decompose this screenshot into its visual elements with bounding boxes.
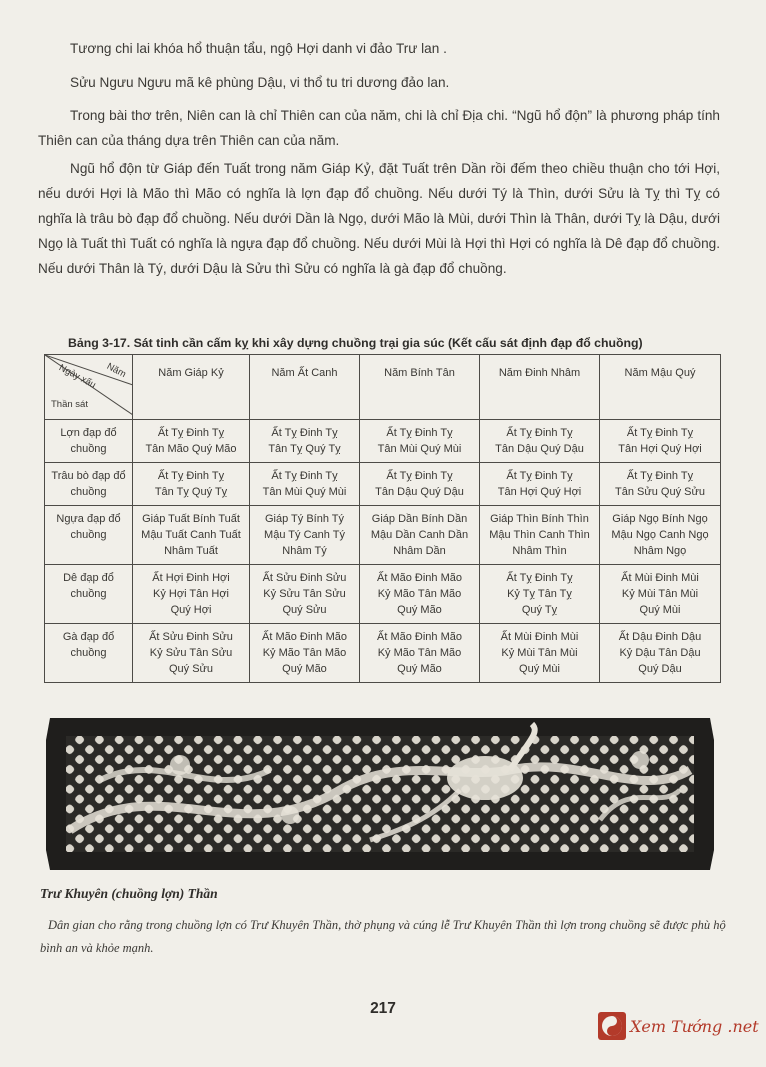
- corner-label-spirit: Thần sát: [51, 399, 88, 410]
- row-label: Lợn đạp đổ chuồng: [45, 420, 133, 463]
- cell-line: Ất Mùi Đinh Mùi: [621, 572, 699, 584]
- cell-line: Tân Mão Quý Mão: [145, 443, 237, 455]
- table-cell: [360, 463, 480, 506]
- cell-line: Kỷ Sửu Tân Sửu: [149, 647, 233, 659]
- cell-line: Tân Sửu Quý Sửu: [615, 486, 705, 498]
- cell-line: Mậu Tý Canh Tý: [264, 529, 345, 541]
- table-cell: [480, 420, 600, 463]
- cell-line: Ất Dậu Đinh Dậu: [618, 631, 702, 643]
- paragraph: Sửu Ngưu Ngưu mã kê phùng Dậu, vi thổ tu tri dương đảo lan.: [70, 75, 450, 90]
- cell-line: Tân Mùi Quý Mùi: [262, 486, 347, 498]
- row-label: Gà đạp đổ chuồng: [45, 624, 133, 683]
- table-cell: [133, 506, 250, 565]
- cell-line: Mậu Thìn Canh Thìn: [489, 529, 590, 541]
- table-cell: [360, 506, 480, 565]
- corner-label-year: Năm: [104, 360, 128, 381]
- cell-line: Tân Hợi Quý Hợi: [618, 443, 702, 455]
- cell-line: Ất Tỵ Đinh Tỵ: [626, 427, 694, 439]
- cell-line: Quý Tỵ: [521, 604, 558, 616]
- table-caption: Bảng 3-17. Sát tinh cần cấm kỵ khi xây dựng chuồng trại gia súc (Kết cấu sát định đạp đổ chuồng): [68, 336, 643, 350]
- column-header: Năm Bính Tân: [360, 355, 480, 420]
- table-cell: [480, 506, 600, 565]
- table-cell: [133, 624, 250, 683]
- cell-line: Tân Dậu Quý Dậu: [375, 486, 464, 498]
- cell-line: Giáp Dần Bính Dần: [371, 513, 468, 525]
- carved-panel-image: [40, 710, 720, 878]
- table-row: [45, 506, 721, 565]
- table-cell: [480, 624, 600, 683]
- column-header: Năm Mậu Quý: [600, 355, 721, 420]
- table-cell: [480, 565, 600, 624]
- table-cell: [133, 565, 250, 624]
- cell-line: Kỷ Dậu Tân Dậu: [619, 647, 701, 659]
- cell-line: Ất Tỵ Đinh Tỵ: [626, 470, 694, 482]
- figure-caption: Trư Khuyên (chuồng lợn) Thần: [40, 886, 218, 901]
- cell-line: Giáp Tý Bính Tý: [264, 513, 345, 525]
- cell-line: Quý Mão: [397, 663, 442, 675]
- table-cell: [250, 565, 360, 624]
- cell-line: Kỷ Mão Tân Mão: [377, 647, 462, 659]
- column-header: Năm Giáp Kỷ: [133, 355, 250, 420]
- cell-line: Tân Dậu Quý Dậu: [495, 443, 584, 455]
- cell-line: Quý Hợi: [170, 604, 212, 616]
- yin-yang-icon: [598, 1012, 626, 1040]
- table-cell: [133, 420, 250, 463]
- cell-line: Kỷ Hợi Tân Hợi: [153, 588, 229, 600]
- table-cell: [360, 565, 480, 624]
- cell-line: Giáp Tuất Bính Tuất: [142, 513, 240, 525]
- corner-label-bad-day: Ngày xấu: [57, 362, 98, 391]
- cell-line: Quý Mùi: [519, 663, 560, 675]
- cell-line: Kỷ Mùi Tân Mùi: [501, 647, 578, 659]
- cell-line: Tân Hợi Quý Hợi: [497, 486, 582, 498]
- cell-line: Quý Mùi: [639, 604, 681, 616]
- cell-line: Giáp Thìn Bính Thìn: [490, 513, 589, 525]
- cell-line: Kỷ Mão Tân Mão: [262, 647, 347, 659]
- cell-line: Ất Tỵ Đinh Tỵ: [271, 427, 338, 439]
- cell-line: Tân Tỵ Quý Tỵ: [154, 486, 228, 498]
- cell-line: Kỷ Mùi Tân Mùi: [621, 588, 699, 600]
- table-cell: [360, 624, 480, 683]
- cell-line: Quý Mão: [397, 604, 442, 616]
- table-cell: [250, 420, 360, 463]
- row-label: Dê đạp đổ chuồng: [45, 565, 133, 624]
- cell-line: Ất Tỵ Đinh Tỵ: [386, 427, 453, 439]
- cell-line: Ất Sửu Đinh Sửu: [149, 631, 233, 643]
- cell-line: Quý Dậu: [638, 663, 682, 675]
- cell-line: Mậu Dần Canh Dần: [370, 529, 469, 541]
- paragraph: Trong bài thơ trên, Niên can là chỉ Thiên can của năm, chi là chỉ Địa chi. “Ngũ hổ độn” là phương pháp tính Thiên can của tháng dựa trên Thiên can của năm.: [38, 108, 720, 148]
- paragraph: Tương chi lai khóa hổ thuận tẩu, ngộ Hợi danh vi đảo Trư lan .: [70, 41, 447, 56]
- table-row: [45, 624, 721, 683]
- table-cell: [600, 624, 721, 683]
- table-header-row: [45, 355, 721, 420]
- table-cell: [600, 506, 721, 565]
- column-header: Năm Đinh Nhâm: [480, 355, 600, 420]
- cell-line: Ất Tỵ Đinh Tỵ: [157, 427, 225, 439]
- cell-line: Ất Sửu Đinh Sửu: [262, 572, 347, 584]
- paragraph: Ngũ hổ độn từ Giáp đến Tuất trong năm Giáp Kỷ, đặt Tuất trên Dần rồi đếm theo chiều thuận cho tới Hợi, nếu dưới Hợi là Mão thì Mão có nghĩa là lợn đạp đổ chuồng. Nếu dưới Tý là Thìn, dưới Sửu là Tỵ thì Tỵ có nghĩa là trâu bò đạp đổ chuồng. Nếu dưới Dần là Ngọ, dưới Mão là Mùi, dưới Thìn là Thân, dưới Tỵ là Dậu, dưới Ngọ là Tuất thì Tuất có nghĩa là ngựa đạp đổ chuồng. Nếu dưới Mùi là Hợi thì Hợi có nghĩa là Dê đạp đổ chuồng. Nếu dưới Thân là Tý, dưới Dậu là Sửu thì Sửu có nghĩa là gà đạp đổ chuồng.: [38, 161, 721, 276]
- table-cell: [250, 463, 360, 506]
- table-cell: [360, 420, 480, 463]
- table-row: [45, 463, 721, 506]
- cell-line: Ất Tỵ Đinh Tỵ: [506, 427, 573, 439]
- table-cell: [250, 624, 360, 683]
- cell-line: Nhâm Tý: [282, 545, 327, 557]
- watermark[interactable]: [598, 1012, 759, 1040]
- cell-line: Ất Tỵ Đinh Tỵ: [506, 572, 573, 584]
- cell-line: Ất Mão Đinh Mão: [377, 631, 462, 643]
- cell-line: Nhâm Ngọ: [633, 545, 687, 557]
- cell-line: Quý Mão: [282, 663, 327, 675]
- cell-line: Ất Tỵ Đinh Tỵ: [506, 470, 573, 482]
- table-row: [45, 565, 721, 624]
- table-cell: [480, 463, 600, 506]
- table-cell: [600, 420, 721, 463]
- cell-line: Ất Mão Đinh Mão: [262, 631, 347, 643]
- row-label: Trâu bò đạp đổ chuồng: [45, 463, 133, 506]
- cell-line: Nhâm Thìn: [512, 545, 567, 557]
- cell-line: Nhâm Dần: [393, 545, 446, 557]
- cell-line: Ất Tỵ Đinh Tỵ: [271, 470, 338, 482]
- cell-line: Nhâm Tuất: [164, 545, 218, 557]
- cell-line: Ất Hợi Đinh Hợi: [152, 572, 230, 584]
- cell-line: Quý Sửu: [282, 604, 327, 616]
- table-cell: [600, 565, 721, 624]
- cell-line: Tân Tỵ Quý Tỵ: [268, 443, 341, 455]
- cell-line: Kỷ Sửu Tân Sửu: [263, 588, 346, 600]
- page-number: 217: [370, 1000, 396, 1017]
- figure-description: Dân gian cho rằng trong chuồng lợn có Trư Khuyên Thần, thờ phụng và cúng lễ Trư Khuyên Thần thì lợn trong chuồng sẽ được phù hộ bình an và khỏe mạnh.: [40, 918, 726, 955]
- table-cell: [133, 463, 250, 506]
- row-label: Ngựa đạp đổ chuồng: [45, 506, 133, 565]
- table-cell: [250, 506, 360, 565]
- cell-line: Ất Mùi Đinh Mùi: [500, 631, 579, 643]
- watermark-text: Xem Tướng .net: [630, 1016, 759, 1036]
- cell-line: Mậu Ngọ Canh Ngọ: [611, 529, 709, 541]
- cell-line: Kỷ Mão Tân Mão: [377, 588, 462, 600]
- cell-line: Kỷ Tỵ Tân Tỵ: [507, 588, 572, 600]
- column-header: Năm Ất Canh: [250, 355, 360, 420]
- cell-line: Ất Tỵ Đinh Tỵ: [386, 470, 453, 482]
- table-cell: [600, 463, 721, 506]
- cell-line: Ất Mão Đinh Mão: [377, 572, 462, 584]
- cell-line: Quý Sửu: [168, 663, 214, 675]
- cell-line: Mậu Tuất Canh Tuất: [141, 529, 241, 541]
- cell-line: Giáp Ngọ Bính Ngọ: [612, 513, 708, 525]
- data-table: [44, 354, 721, 683]
- cell-line: Ất Tỵ Đinh Tỵ: [157, 470, 225, 482]
- table-row: [45, 420, 721, 463]
- corner-header-cell: [45, 355, 133, 420]
- cell-line: Tân Mùi Quý Mùi: [377, 443, 462, 455]
